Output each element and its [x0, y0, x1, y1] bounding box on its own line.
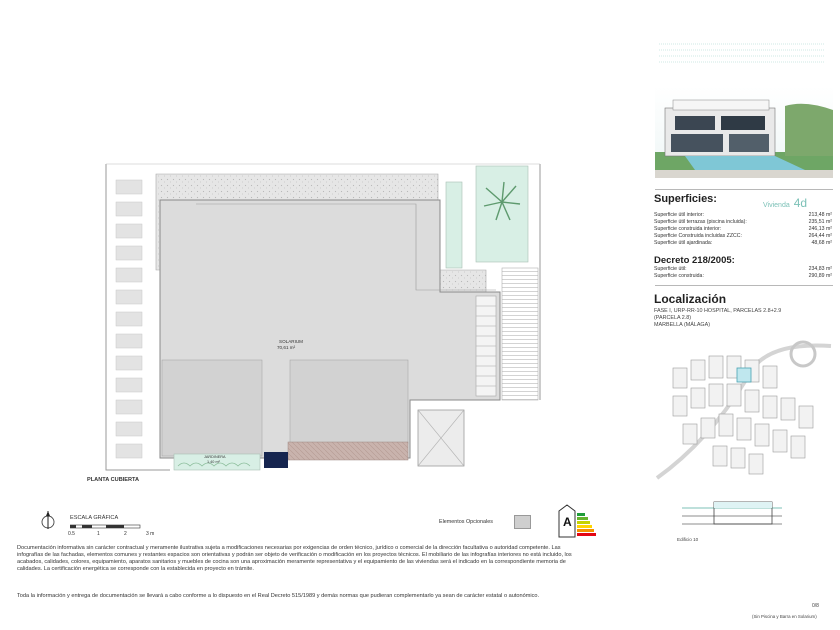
jardinera-area: 1,40 m² [207, 460, 220, 464]
section-detail [676, 498, 786, 534]
scale-tick-3m: 3 m [146, 531, 155, 537]
table-row: Superficie construida interior: 246,13 m² [654, 226, 832, 233]
decreto-title: Decreto 218/2005: [654, 255, 735, 266]
optional-elements-swatch [514, 515, 531, 529]
solarium-area: 70,61 m² [277, 345, 296, 350]
roof-floor-plan [100, 160, 560, 480]
divider-mid [655, 285, 833, 286]
table-row: Superficie construida: 290,89 m² [654, 273, 832, 280]
optional-element-bar [288, 442, 408, 460]
location-address [654, 308, 781, 329]
superficies-table [654, 212, 832, 247]
energy-rating-letter: A [563, 515, 572, 529]
scale-bar [70, 523, 170, 531]
stairs [476, 296, 496, 396]
scale-tick-1: 1 [97, 531, 100, 537]
disclaimer-paragraph-2: Toda la información y entrega de documentación se llevará a cabo conforme a lo dispuesto en el Real Decreto 515/1989 y demás normas que pudieran complementarlo ya sean de carácter estatal o autonómico. [17, 593, 540, 599]
unit-number: 4d [793, 196, 808, 210]
house-rendering [655, 86, 833, 178]
pergola-slats [116, 180, 142, 458]
table-row: Superficie útil ajardinada: 48,68 m² [654, 240, 832, 247]
slatted-deck [502, 268, 538, 400]
divider-top [655, 189, 833, 190]
scale-tick-2: 2 [124, 531, 127, 537]
skylight-box [418, 410, 464, 466]
superficies-title: Superficies: [654, 193, 717, 205]
scale-label: ESCALA GRÁFICA [70, 515, 119, 521]
optional-elements-label: Elementos Opcionales [439, 519, 493, 525]
footer-credit: (Sin Piscina y Barra en Solarium) [752, 614, 817, 619]
address-line: FASE I, URP-RR-10 HOSPITAL, PARCELAS 2.8+2.9 [654, 308, 782, 314]
table-row: Superficie Construida incluidas ZZCC: 264,44 m² [654, 233, 832, 240]
localizacion-title: Localización [654, 292, 727, 306]
planter-with-palm [476, 166, 528, 262]
table-row: Superficie útil: 234,83 m² [654, 266, 832, 272]
disclaimer-paragraph-1: Documentación informativa sin carácter contractual y meramente ilustrativa sujeta a modificaciones necesarias por exigencias de orden técnico, jurídico o comercial de la dirección facultativa o autoridad competente. Las infografías de las fachadas, elementos comunes y restantes espacios son orientativas y podrán ser objeto de verificación o modificación en los proyectos técnicos. El mobiliario de las infografías interiores no está incluido, los acabados, calidades, colores, equipamiento, aparatos sanitarios y muebles de cocina son una aproximación meramente representativa y el equipamiento de las viviendas será el indicado en la correspondiente memoria de calidades. La certificación energética se corresponde con la establecida en proyecto en trámite. [17, 545, 572, 573]
table-row: Superficie útil terrazas (piscina incluida): 235,51 m² [654, 219, 832, 226]
table-row: Superficie útil interior: 213,48 m² [654, 212, 832, 218]
unit-label-text: Vivienda [763, 202, 790, 209]
page-number: 0/8 [812, 603, 819, 609]
skylight-dark [264, 452, 288, 468]
address-line: MARBELLA (MÁLAGA) [654, 322, 711, 329]
panel-decor [645, 36, 835, 86]
jardinera-label: JARDINERA [204, 455, 226, 459]
unit-label [763, 196, 807, 210]
decreto-table [654, 266, 832, 280]
solarium-label: SOLARIUM [279, 339, 303, 344]
address-line: (PARCELA 2.8) [654, 315, 692, 322]
location-map [653, 338, 835, 488]
section-caption: Edificio 10 [677, 537, 699, 542]
north-arrow-icon [40, 509, 56, 533]
plan-title: PLANTA CUBIERTA [87, 477, 140, 483]
highlighted-plot [737, 368, 751, 382]
scale-tick-05: 0.5 [68, 531, 75, 537]
